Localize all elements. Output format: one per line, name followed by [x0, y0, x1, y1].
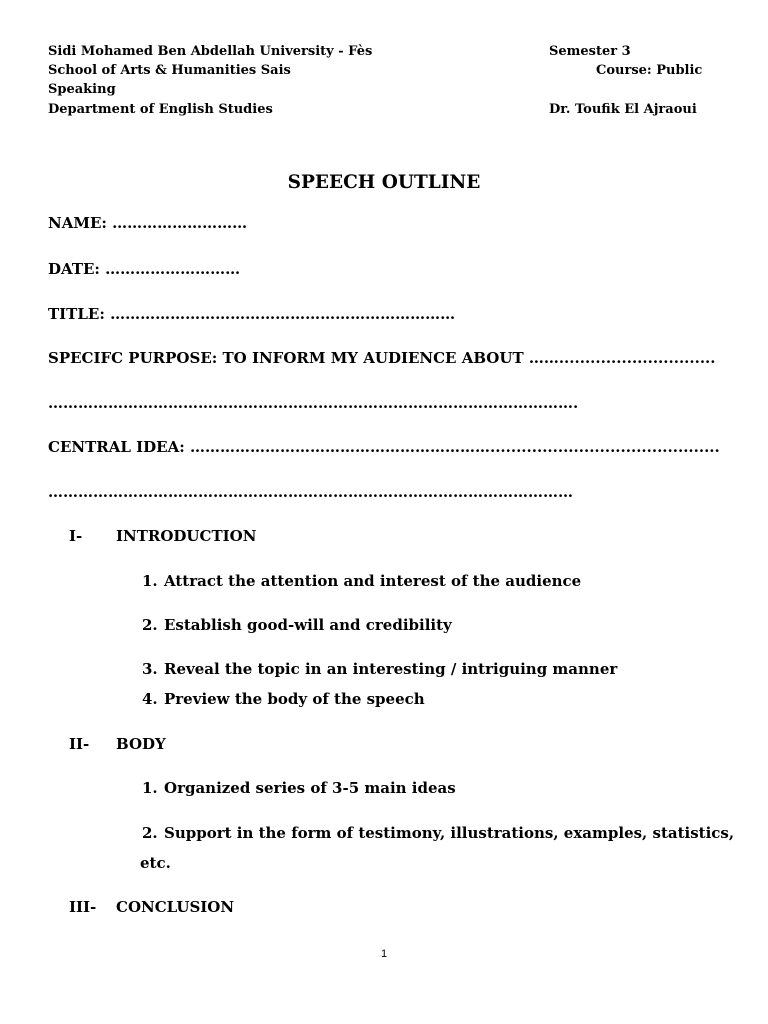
list-item: 1. Attract the attention and interest of the audience: [142, 572, 582, 590]
list-item: 1. Organized series of 3-5 main ideas: [142, 779, 456, 797]
section-heading-introduction: INTRODUCTION: [116, 527, 257, 545]
name-field: NAME: ………………………: [48, 214, 248, 232]
central-idea-continuation: ……………………………………………………………………………………………: [48, 483, 573, 501]
semester-label: Semester 3: [549, 44, 631, 59]
central-idea-field: CENTRAL IDEA: ……………………………………………………............................................: [48, 438, 720, 456]
course-name-continuation: Speaking: [48, 82, 116, 97]
page-number: 1: [380, 948, 388, 960]
section-numeral: II-: [69, 735, 90, 753]
title-field: TITLE: ……………………………………………………………: [48, 305, 456, 323]
school-name: School of Arts & Humanities Sais: [48, 63, 291, 78]
list-item: 2. Establish good-will and credibility: [142, 616, 452, 634]
section-heading-body: BODY: [116, 735, 166, 753]
section-heading-conclusion: CONCLUSION: [116, 898, 235, 916]
department-name: Department of English Studies: [48, 102, 273, 117]
page-title: SPEECH OUTLINE: [287, 172, 481, 193]
date-field: DATE: ………………………: [48, 260, 241, 278]
list-item: 4. Preview the body of the speech: [142, 690, 425, 708]
specific-purpose-continuation: …………………………………………………………………………………………….: [48, 394, 579, 412]
list-item-continuation: etc.: [140, 854, 171, 872]
instructor-name: Dr. Toufik El Ajraoui: [549, 102, 697, 117]
list-item: 2. Support in the form of testimony, illustrations, examples, statistics,: [142, 824, 735, 842]
specific-purpose-field: SPECIFC PURPOSE: TO INFORM MY AUDIENCE ABOUT ……..............................: [48, 349, 716, 367]
section-numeral: III-: [69, 898, 97, 916]
course-label: Course: Public: [596, 63, 703, 78]
list-item: 3. Reveal the topic in an interesting / intriguing manner: [142, 660, 618, 678]
university-name: Sidi Mohamed Ben Abdellah University - Fès: [48, 44, 373, 59]
section-numeral: I-: [69, 527, 83, 545]
